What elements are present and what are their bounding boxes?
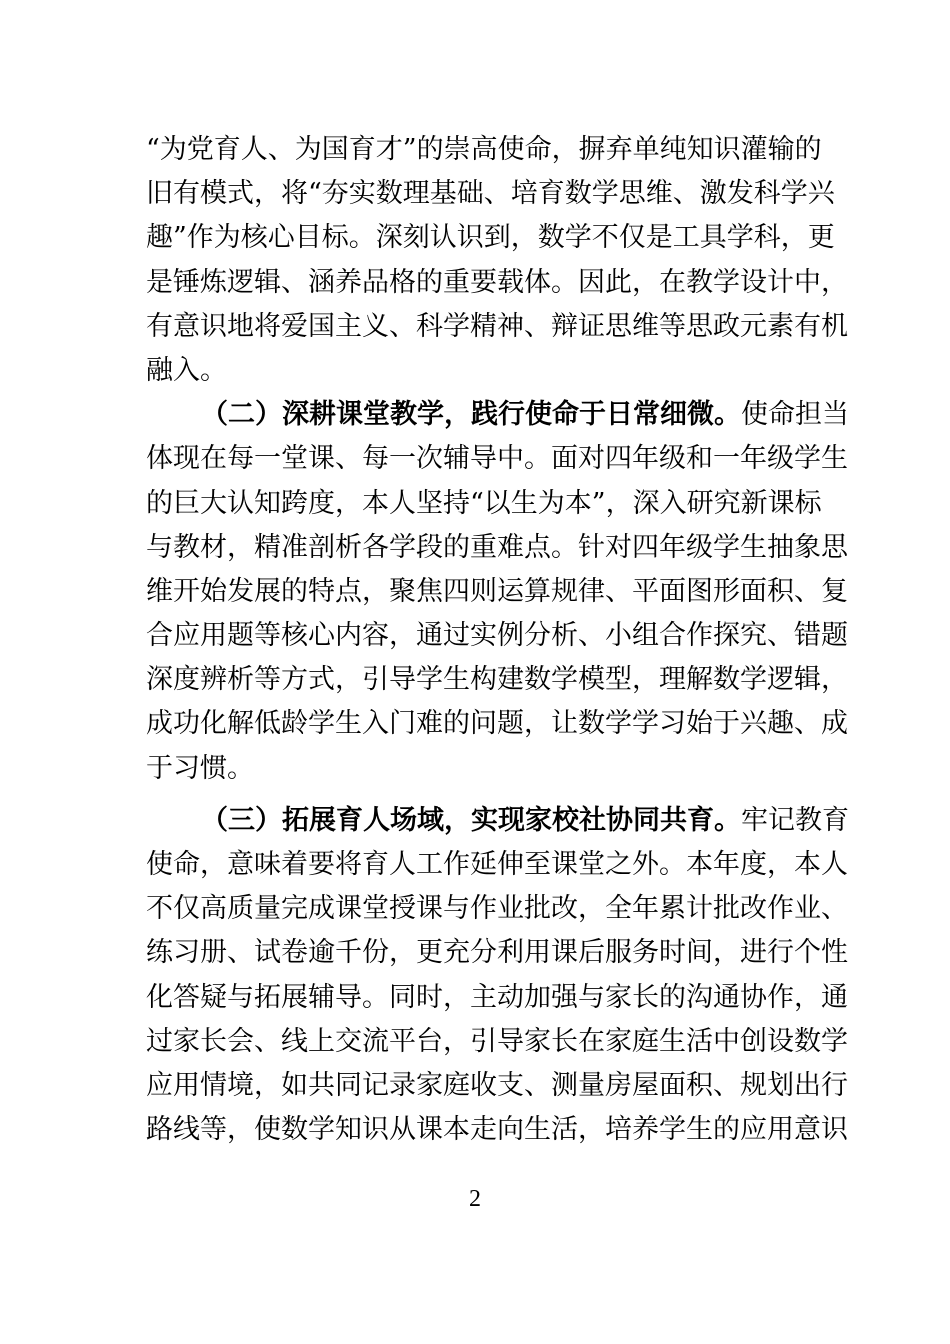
text-line: “为党育人、为国育才”的崇高使命，摒弃单纯知识灌输的 — [146, 134, 822, 165]
text-line: 合应用题等核心内容，通过实例分析、小组合作探究、错题 — [146, 620, 848, 652]
heading-line — [146, 393, 849, 437]
text-line: 练习册、试卷逾千份，更充分利用课后服务时间，进行个性 — [146, 937, 848, 969]
paragraph-1 — [146, 128, 848, 393]
text-line: 过家长会、线上交流平台，引导家长在家庭生活中创设数学 — [146, 1025, 848, 1057]
text-line: 是锤炼逻辑、涵养品格的重要载体。因此，在教学设计中， — [146, 266, 848, 298]
text-run: 牢记教育 — [741, 804, 849, 836]
text-line: 的巨大认知跨度，本人坚持“以生为本”，深入研究新课标 — [146, 487, 822, 519]
text-line: 与教材，精准剖析各学段的重难点。针对四年级学生抽象思 — [146, 531, 848, 563]
text-line: 不仅高质量完成课堂授课与作业批改，全年累计批改作业、 — [146, 893, 848, 925]
text-line: 化答疑与拓展辅导。同时，主动加强与家长的沟通协作，通 — [146, 981, 848, 1013]
text-line: 使命，意味着要将育人工作延伸至课堂之外。本年度，本人 — [146, 849, 848, 880]
text-line: 应用情境，如共同记录家庭收支、测量房屋面积、规划出行 — [146, 1069, 848, 1101]
section-heading: （二）深耕课堂教学，践行使命于日常细微。 — [201, 399, 741, 431]
text-line: 成功化解低龄学生入门难的问题，让数学学习始于兴趣、成 — [146, 708, 848, 740]
text-line: 深度辨析等方式，引导学生构建数学模型，理解数学逻辑， — [146, 664, 848, 696]
page-number: 2 — [469, 1186, 481, 1212]
text-line: 路线等，使数学知识从课本走向生活，培养学生的应用意识 — [146, 1114, 848, 1146]
text-line: 体现在每一堂课、每一次辅导中。面对四年级和一年级学生 — [146, 443, 848, 475]
paragraph-2 — [146, 393, 849, 791]
text-line: 维开始发展的特点，聚焦四则运算规律、平面图形面积、复 — [146, 575, 848, 607]
text-line: 融入。 — [146, 354, 227, 386]
text-line: 趣”作为核心目标。深刻认识到，数学不仅是工具学科，更 — [146, 222, 835, 254]
heading-line — [146, 799, 849, 843]
paragraph-3 — [146, 799, 849, 1153]
text-line: 于习惯。 — [146, 752, 254, 784]
text-run: 使命担当 — [741, 399, 849, 431]
text-line: 旧有模式，将“夯实数理基础、培育数学思维、激发科学兴 — [146, 178, 835, 210]
document-page — [146, 128, 849, 1152]
text-line: 有意识地将爱国主义、科学精神、辩证思维等思政元素有机 — [146, 310, 848, 342]
section-heading: （三）拓展育人场域，实现家校社协同共育。 — [201, 804, 741, 836]
